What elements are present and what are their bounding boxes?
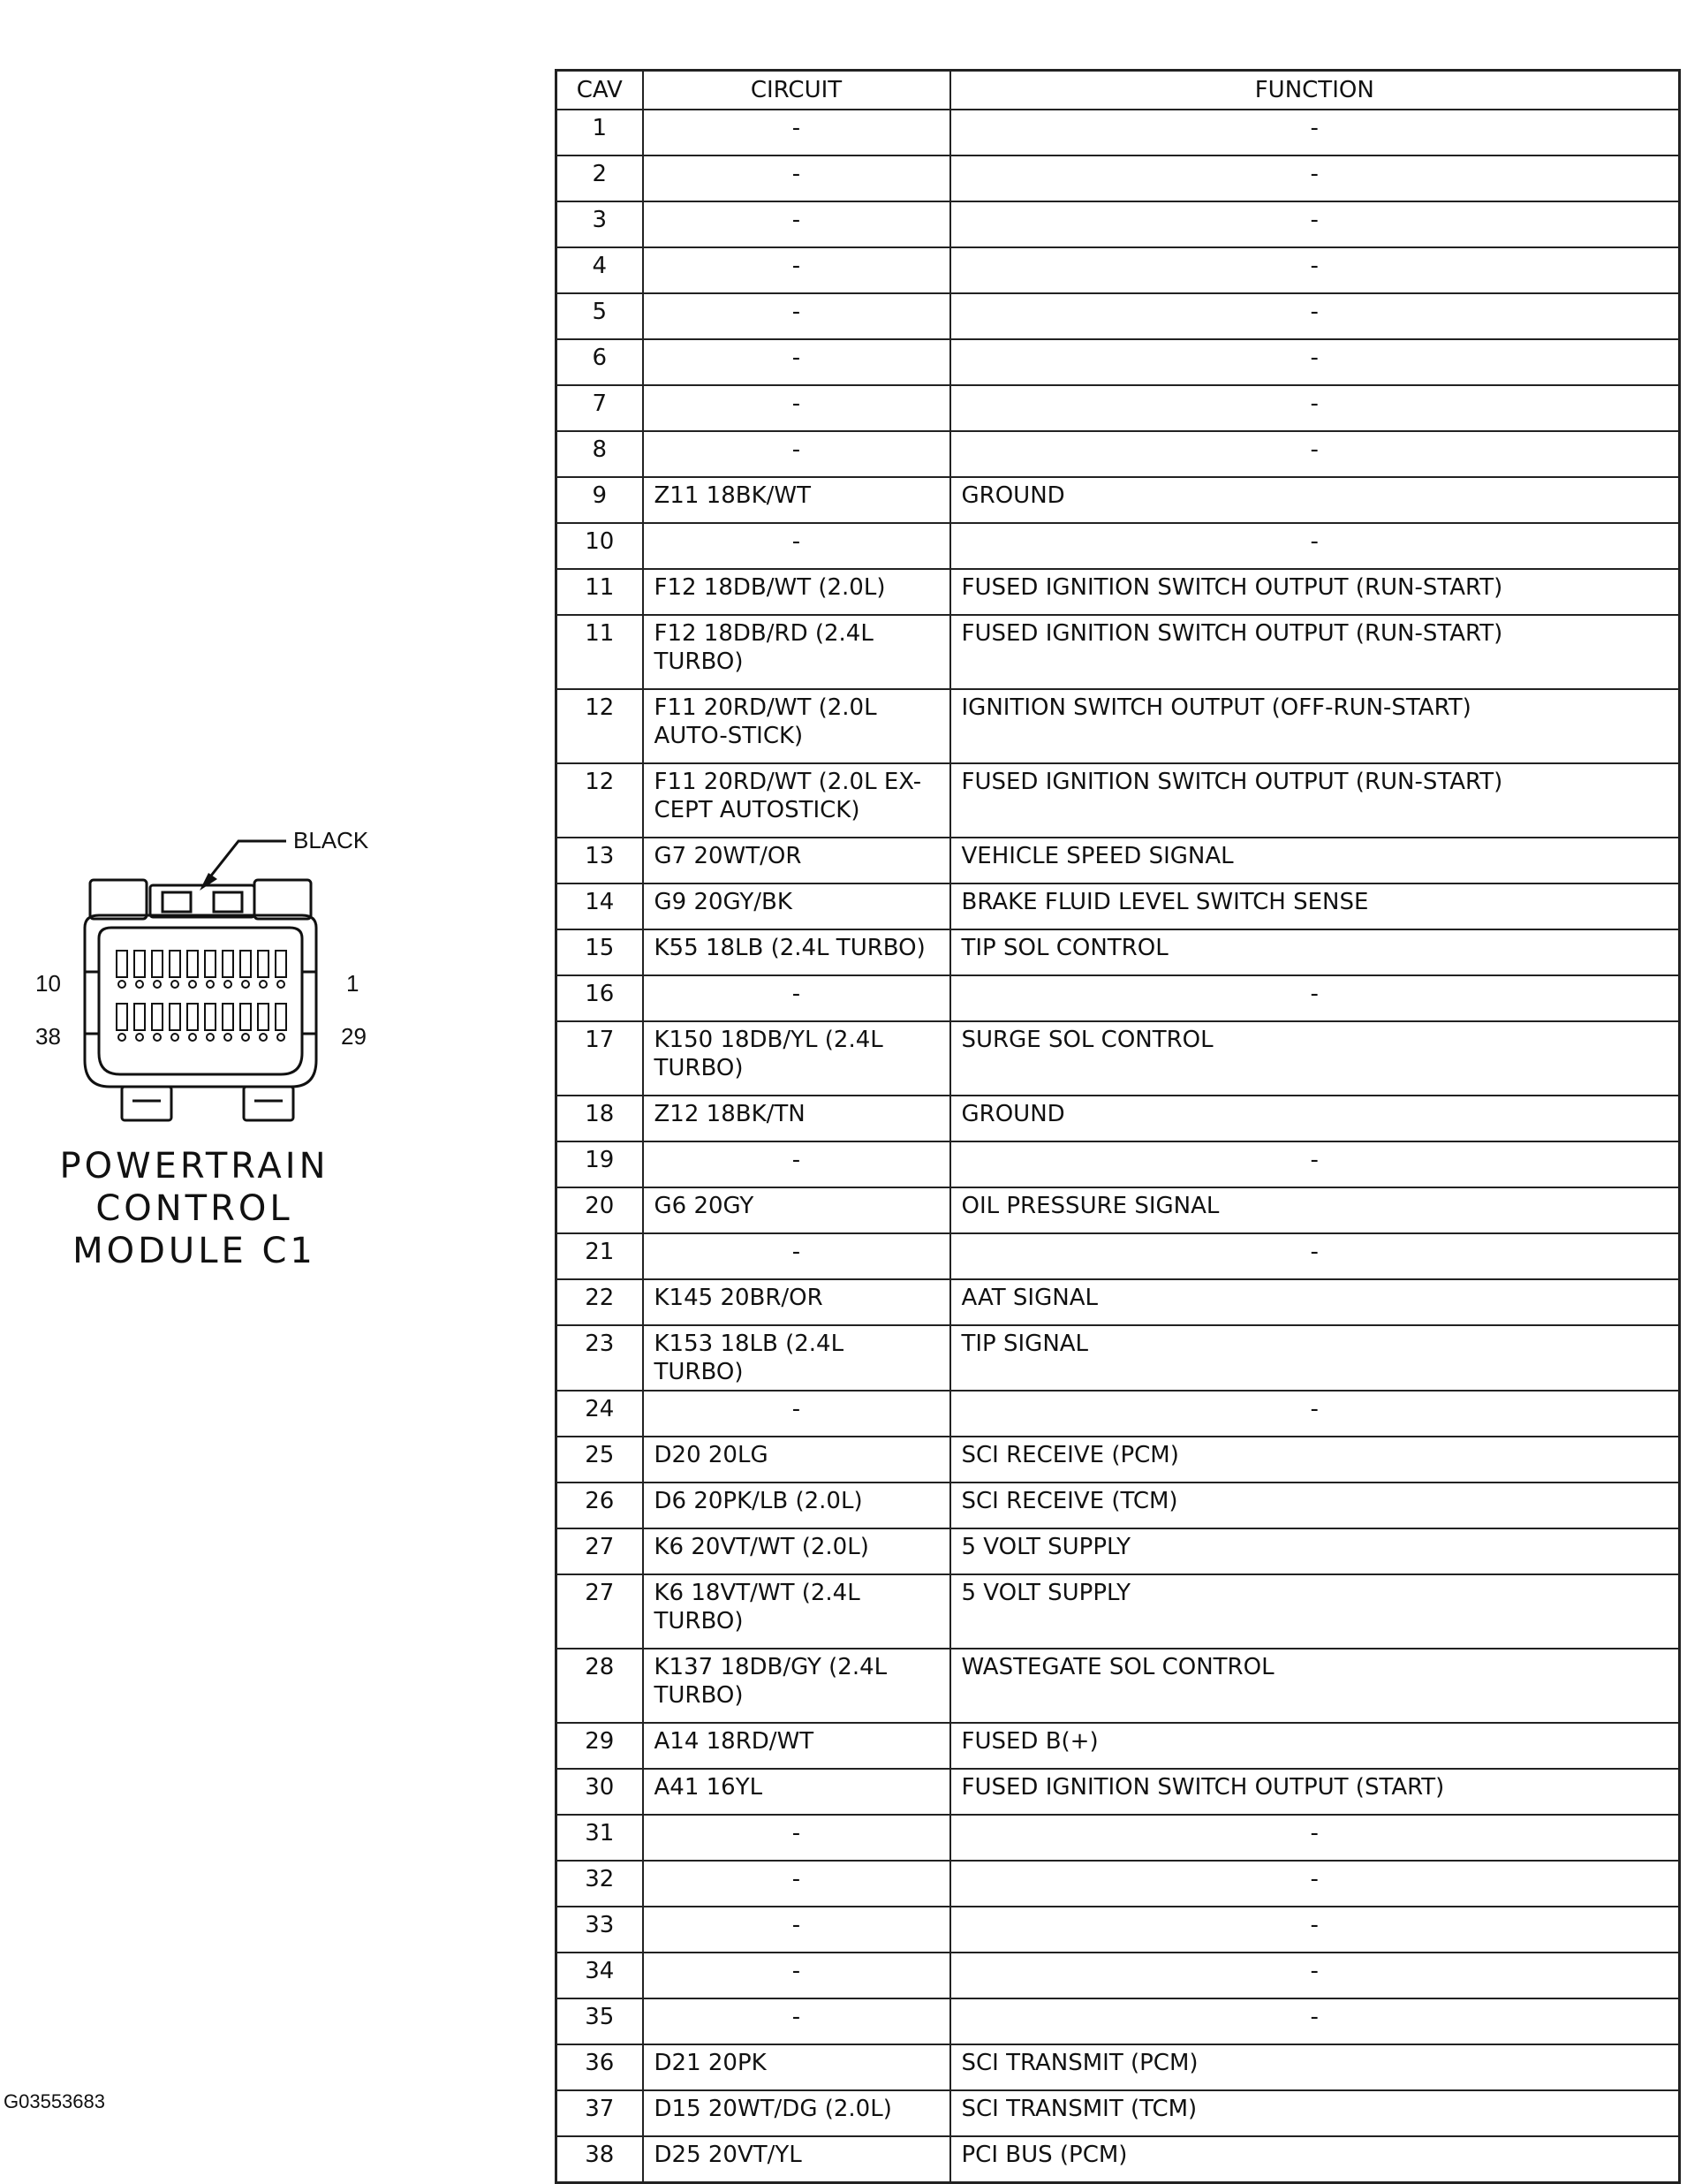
circuit-cell: - (643, 1391, 950, 1437)
function-cell: WASTEGATE SOL CONTROL (950, 1649, 1680, 1723)
function-cell: TIP SOL CONTROL (950, 929, 1680, 975)
circuit-cell: F12 18DB/WT (2.0L) (643, 569, 950, 615)
circuit-cell: F12 18DB/RD (2.4L TURBO) (643, 615, 950, 689)
table-row (556, 929, 1680, 975)
pin-terminal (260, 1034, 267, 1041)
pin-terminal (136, 981, 143, 988)
function-cell: - (950, 1233, 1680, 1279)
function-cell: - (950, 247, 1680, 293)
circuit-cell: - (643, 1861, 950, 1907)
table-row (556, 1769, 1680, 1815)
table-row (556, 385, 1680, 431)
function-cell: - (950, 110, 1680, 155)
table-row (556, 1815, 1680, 1861)
table-row (556, 1723, 1680, 1769)
function-cell: PCI BUS (PCM) (950, 2136, 1680, 2183)
function-cell: 5 VOLT SUPPLY (950, 1528, 1680, 1574)
function-cell: TIP SIGNAL (950, 1325, 1680, 1391)
cav-cell: 25 (556, 1437, 643, 1483)
pin-terminal (260, 981, 267, 988)
cav-cell: 27 (556, 1574, 643, 1649)
pin-cavity (276, 951, 286, 977)
function-cell: IGNITION SWITCH OUTPUT (OFF-RUN-START) (950, 689, 1680, 763)
cav-cell: 2 (556, 155, 643, 201)
circuit-cell: A41 16YL (643, 1769, 950, 1815)
cav-cell: 4 (556, 247, 643, 293)
cav-cell: 28 (556, 1649, 643, 1723)
function-cell: AAT SIGNAL (950, 1279, 1680, 1325)
function-cell: - (950, 1815, 1680, 1861)
table-row (556, 1574, 1680, 1649)
function-cell: GROUND (950, 477, 1680, 523)
circuit-cell: - (643, 110, 950, 155)
cav-cell: 14 (556, 883, 643, 929)
pin-cavity (276, 1004, 286, 1030)
table-row (556, 615, 1680, 689)
connector-title-line: MODULE C1 (72, 1231, 316, 1271)
table-row (556, 1325, 1680, 1391)
function-cell: SCI RECEIVE (TCM) (950, 1483, 1680, 1528)
pin-cavity (205, 951, 216, 977)
cav-cell: 1 (556, 110, 643, 155)
table-row (556, 2136, 1680, 2183)
circuit-cell: G7 20WT/OR (643, 838, 950, 883)
table-row (556, 1279, 1680, 1325)
cav-cell: 18 (556, 1096, 643, 1141)
cav-cell: 19 (556, 1141, 643, 1187)
function-cell: - (950, 523, 1680, 569)
cav-cell: 6 (556, 339, 643, 385)
circuit-cell: K6 18VT/WT (2.4L TURBO) (643, 1574, 950, 1649)
function-cell: - (950, 339, 1680, 385)
function-cell: BRAKE FLUID LEVEL SWITCH SENSE (950, 883, 1680, 929)
cav-cell: 12 (556, 763, 643, 838)
pin-terminal (136, 1034, 143, 1041)
pin-terminal (224, 981, 231, 988)
pin-terminal (154, 1034, 161, 1041)
circuit-cell: Z11 18BK/WT (643, 477, 950, 523)
connector-color-label: BLACK (293, 827, 369, 853)
pin-terminal (242, 981, 249, 988)
pin-cavity (240, 951, 251, 977)
function-cell: SCI RECEIVE (PCM) (950, 1437, 1680, 1483)
table-row (556, 1437, 1680, 1483)
table-header-row (556, 71, 1680, 110)
circuit-cell: - (643, 293, 950, 339)
circuit-cell: - (643, 1141, 950, 1187)
pin-cavity (170, 1004, 180, 1030)
cav-cell: 38 (556, 2136, 643, 2183)
cav-cell: 33 (556, 1907, 643, 1953)
header-function: FUNCTION (950, 71, 1680, 110)
table-row (556, 569, 1680, 615)
cav-cell: 3 (556, 201, 643, 247)
pin-cavity (170, 951, 180, 977)
circuit-cell: K6 20VT/WT (2.0L) (643, 1528, 950, 1574)
table-row (556, 1861, 1680, 1907)
table-row (556, 763, 1680, 838)
function-cell: SURGE SOL CONTROL (950, 1021, 1680, 1096)
circuit-cell: - (643, 247, 950, 293)
pin-terminal (189, 1034, 196, 1041)
circuit-cell: - (643, 155, 950, 201)
function-cell: VEHICLE SPEED SIGNAL (950, 838, 1680, 883)
pin-terminal (189, 981, 196, 988)
table-row (556, 975, 1680, 1021)
connector-title-line: CONTROL (95, 1188, 293, 1229)
color-label-leader (205, 841, 286, 883)
cav-cell: 5 (556, 293, 643, 339)
pin-cavity (223, 951, 233, 977)
pin-terminal (242, 1034, 249, 1041)
circuit-cell: D6 20PK/LB (2.0L) (643, 1483, 950, 1528)
circuit-cell: - (643, 201, 950, 247)
pin-label-38: 38 (35, 1023, 61, 1050)
circuit-cell: - (643, 1953, 950, 1998)
table-row (556, 1096, 1680, 1141)
circuit-cell: - (643, 339, 950, 385)
cav-cell: 31 (556, 1815, 643, 1861)
table-row (556, 1233, 1680, 1279)
pin-cavity (187, 951, 198, 977)
circuit-cell: D20 20LG (643, 1437, 950, 1483)
cav-cell: 8 (556, 431, 643, 477)
pin-terminal (118, 1034, 125, 1041)
circuit-cell: K145 20BR/OR (643, 1279, 950, 1325)
cav-cell: 16 (556, 975, 643, 1021)
table-row (556, 431, 1680, 477)
pin-cavity (117, 1004, 127, 1030)
pin-cavity (205, 1004, 216, 1030)
pin-cavity (134, 951, 145, 977)
connector-body (85, 880, 316, 1120)
pin-cavity (152, 951, 163, 977)
table-row (556, 477, 1680, 523)
function-cell: - (950, 1998, 1680, 2044)
function-cell: FUSED B(+) (950, 1723, 1680, 1769)
cav-cell: 24 (556, 1391, 643, 1437)
pin-terminal (207, 981, 214, 988)
circuit-cell: K150 18DB/YL (2.4L TURBO) (643, 1021, 950, 1096)
cav-cell: 7 (556, 385, 643, 431)
table-row (556, 838, 1680, 883)
pinout-table-body (556, 110, 1680, 2183)
circuit-cell: - (643, 975, 950, 1021)
function-cell: - (950, 1141, 1680, 1187)
function-cell: OIL PRESSURE SIGNAL (950, 1187, 1680, 1233)
connector-title (35, 1145, 353, 1272)
circuit-cell: - (643, 1815, 950, 1861)
circuit-cell: Z12 18BK/TN (643, 1096, 950, 1141)
cav-cell: 23 (556, 1325, 643, 1391)
table-row (556, 1391, 1680, 1437)
table-row (556, 1998, 1680, 2044)
function-cell: GROUND (950, 1096, 1680, 1141)
function-cell: SCI TRANSMIT (TCM) (950, 2090, 1680, 2136)
header-cav: CAV (556, 71, 643, 110)
cav-cell: 13 (556, 838, 643, 883)
cav-cell: 26 (556, 1483, 643, 1528)
table-row (556, 110, 1680, 155)
table-row (556, 1187, 1680, 1233)
table-row (556, 155, 1680, 201)
function-cell: - (950, 1861, 1680, 1907)
cav-cell: 27 (556, 1528, 643, 1574)
cav-cell: 17 (556, 1021, 643, 1096)
pin-terminal (171, 1034, 178, 1041)
circuit-cell: F11 20RD/WT (2.0L AUTO-STICK) (643, 689, 950, 763)
pin-cavity (258, 1004, 269, 1030)
table-row (556, 293, 1680, 339)
function-cell: FUSED IGNITION SWITCH OUTPUT (START) (950, 1769, 1680, 1815)
circuit-cell: - (643, 385, 950, 431)
pin-cavity (223, 1004, 233, 1030)
cav-cell: 12 (556, 689, 643, 763)
cav-cell: 11 (556, 615, 643, 689)
function-cell: - (950, 385, 1680, 431)
table-row (556, 1141, 1680, 1187)
table-row (556, 1021, 1680, 1096)
pin-terminal (118, 981, 125, 988)
function-cell: FUSED IGNITION SWITCH OUTPUT (RUN-START) (950, 763, 1680, 838)
cav-cell: 20 (556, 1187, 643, 1233)
pin-terminal (277, 1034, 284, 1041)
circuit-cell: K153 18LB (2.4L TURBO) (643, 1325, 950, 1391)
figure-id: G03553683 (4, 2090, 105, 2112)
circuit-cell: D15 20WT/DG (2.0L) (643, 2090, 950, 2136)
table-row (556, 2044, 1680, 2090)
pin-label-29: 29 (341, 1023, 367, 1050)
connector-pin-cavities (117, 951, 286, 1041)
function-cell: - (950, 201, 1680, 247)
circuit-cell: A14 18RD/WT (643, 1723, 950, 1769)
circuit-cell: D25 20VT/YL (643, 2136, 950, 2183)
pin-cavity (134, 1004, 145, 1030)
cav-cell: 11 (556, 569, 643, 615)
circuit-cell: K55 18LB (2.4L TURBO) (643, 929, 950, 975)
pin-cavity (152, 1004, 163, 1030)
circuit-cell: D21 20PK (643, 2044, 950, 2090)
cav-cell: 34 (556, 1953, 643, 1998)
table-row (556, 523, 1680, 569)
circuit-cell: - (643, 1233, 950, 1279)
circuit-cell: F11 20RD/WT (2.0L EX-CEPT AUTOSTICK) (643, 763, 950, 838)
table-row (556, 1907, 1680, 1953)
table-row (556, 247, 1680, 293)
header-circuit: CIRCUIT (643, 71, 950, 110)
circuit-cell: K137 18DB/GY (2.4L TURBO) (643, 1649, 950, 1723)
pin-cavity (117, 951, 127, 977)
function-cell: - (950, 293, 1680, 339)
table-row (556, 339, 1680, 385)
color-label-arrowhead (200, 873, 217, 891)
pin-terminal (277, 981, 284, 988)
function-cell: 5 VOLT SUPPLY (950, 1574, 1680, 1649)
cav-cell: 35 (556, 1998, 643, 2044)
circuit-cell: G6 20GY (643, 1187, 950, 1233)
connector-illustration (0, 795, 406, 1149)
cav-cell: 37 (556, 2090, 643, 2136)
table-row (556, 201, 1680, 247)
pin-label-10: 10 (35, 970, 61, 997)
cav-cell: 30 (556, 1769, 643, 1815)
function-cell: - (950, 155, 1680, 201)
cav-cell: 22 (556, 1279, 643, 1325)
function-cell: FUSED IGNITION SWITCH OUTPUT (RUN-START) (950, 569, 1680, 615)
table-row (556, 883, 1680, 929)
function-cell: SCI TRANSMIT (PCM) (950, 2044, 1680, 2090)
cav-cell: 15 (556, 929, 643, 975)
pin-terminal (154, 981, 161, 988)
table-row (556, 1483, 1680, 1528)
cav-cell: 9 (556, 477, 643, 523)
pin-label-1: 1 (346, 970, 359, 997)
circuit-cell: - (643, 523, 950, 569)
pin-terminal (224, 1034, 231, 1041)
cav-cell: 36 (556, 2044, 643, 2090)
table-row (556, 689, 1680, 763)
circuit-cell: - (643, 1998, 950, 2044)
pin-cavity (258, 951, 269, 977)
pin-terminal (171, 981, 178, 988)
pin-cavity (187, 1004, 198, 1030)
function-cell: - (950, 1907, 1680, 1953)
cav-cell: 21 (556, 1233, 643, 1279)
table-row (556, 1649, 1680, 1723)
circuit-cell: G9 20GY/BK (643, 883, 950, 929)
circuit-cell: - (643, 431, 950, 477)
pinout-table (555, 69, 1681, 2184)
function-cell: FUSED IGNITION SWITCH OUTPUT (RUN-START) (950, 615, 1680, 689)
cav-cell: 29 (556, 1723, 643, 1769)
connector-title-line: POWERTRAIN (59, 1146, 329, 1187)
pin-cavity (240, 1004, 251, 1030)
circuit-cell: - (643, 1907, 950, 1953)
cav-cell: 10 (556, 523, 643, 569)
table-row (556, 1528, 1680, 1574)
function-cell: - (950, 1953, 1680, 1998)
table-row (556, 2090, 1680, 2136)
cav-cell: 32 (556, 1861, 643, 1907)
table-row (556, 1953, 1680, 1998)
pin-terminal (207, 1034, 214, 1041)
function-cell: - (950, 1391, 1680, 1437)
function-cell: - (950, 431, 1680, 477)
function-cell: - (950, 975, 1680, 1021)
